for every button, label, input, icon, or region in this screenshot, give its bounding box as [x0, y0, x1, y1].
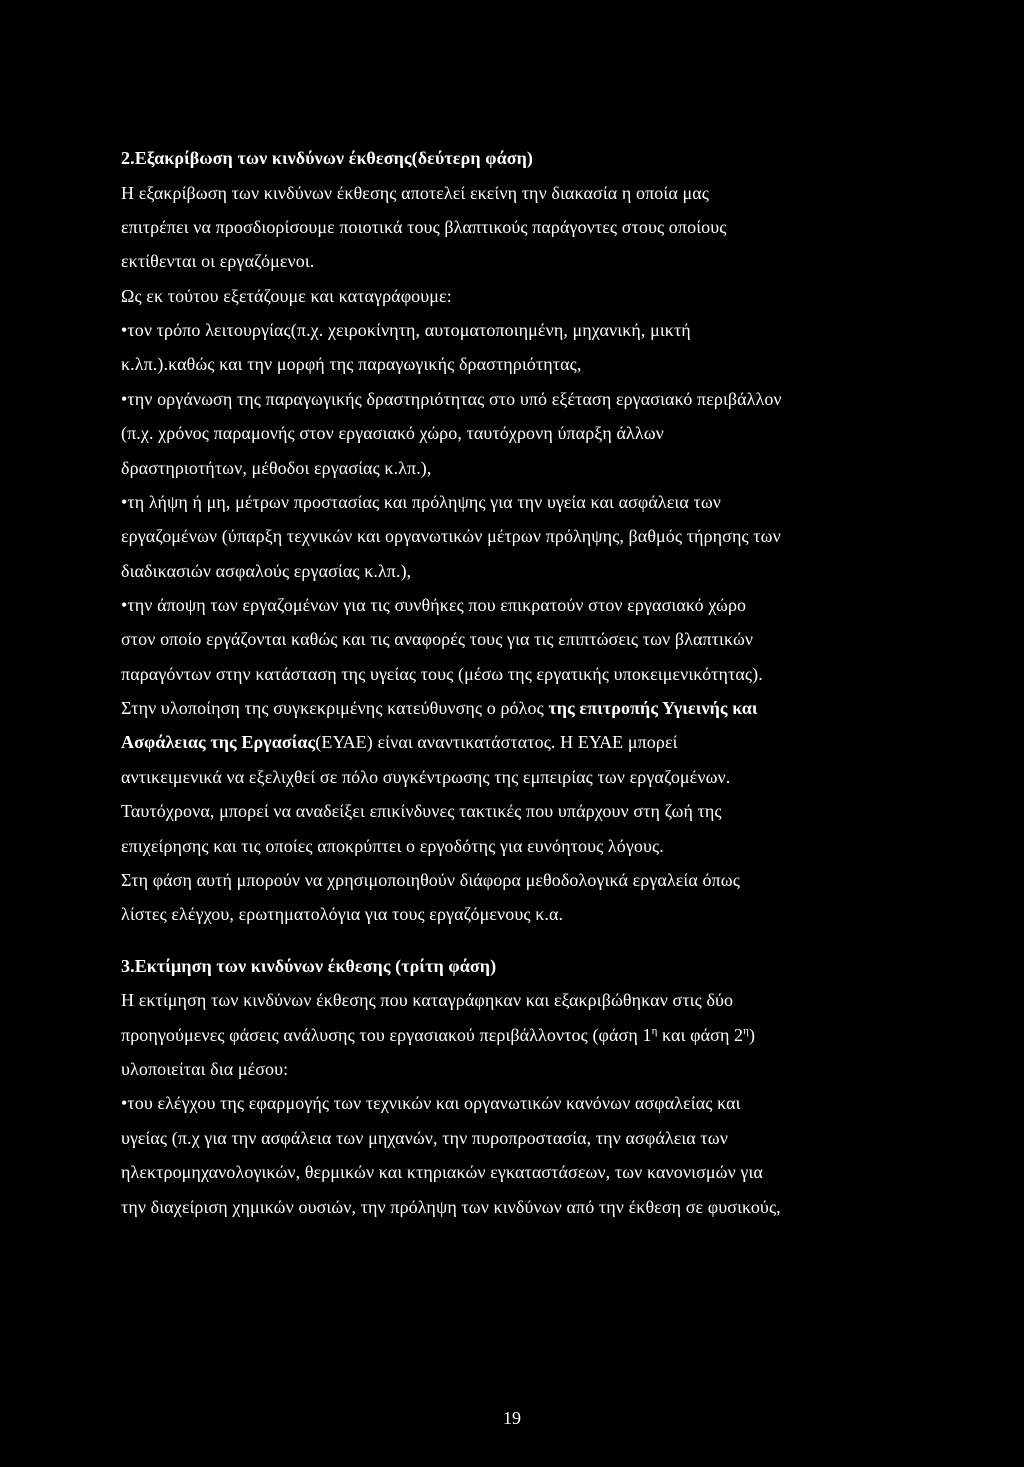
paragraph-line: λίστες ελέγχου, ερωτηματολόγια για τους εργαζόμενους κ.α.: [121, 904, 564, 924]
paragraph-line: [121, 697, 758, 719]
bullet-line: •του ελέγχου της εφαρμογής των τεχνικών και οργανωτικών κανόνων ασφαλείας και: [121, 1093, 741, 1113]
paragraph-line: κ.λπ.).καθώς και την μορφή της παραγωγικής δραστηριότητας,: [121, 354, 582, 374]
paragraph-line: δραστηριοτήτων, μέθοδοι εργασίας κ.λπ.),: [121, 458, 432, 478]
superscript: η: [743, 1025, 750, 1037]
paragraph-line: Ως εκ τούτου εξετάζουμε και καταγράφουμε:: [121, 286, 452, 306]
paragraph-line: παραγόντων στην κατάσταση της υγείας τους (μέσω της εργατικής υποκειμενικότητας).: [121, 664, 763, 684]
paragraph-line: Στη φάση αυτή μπορούν να χρησιμοποιηθούν διάφορα μεθοδολογικά εργαλεία όπως: [121, 870, 740, 890]
bullet-line: •την οργάνωση της παραγωγικής δραστηριότητας στο υπό εξέταση εργασιακό περιβάλλον: [121, 389, 782, 409]
paragraph-line: Ταυτόχρονα, μπορεί να αναδείξει επικίνδυνες τακτικές που υπάρχουν στη ζωή της: [121, 801, 722, 821]
paragraph-line: υλοποιείται δια μέσου:: [121, 1059, 289, 1079]
paragraph-line: επιχείρησης και τις οποίες αποκρύπτει ο εργοδότης για ευνόητους λόγους.: [121, 836, 664, 856]
bullet-line: •τον τρόπο λειτουργίας(π.χ. χειροκίνητη, αυτοματοποιημένη, μηχανική, μικτή: [121, 320, 691, 340]
page-number: 19: [503, 1408, 521, 1428]
paragraph-line: ηλεκτρομηχανολογικών, θερμικών και κτηριακών εγκαταστάσεων, των κανονισμών για: [121, 1162, 763, 1182]
bullet-line: •την άποψη των εργαζομένων για τις συνθήκες που επικρατούν στον εργασιακό χώρο: [121, 595, 747, 615]
paragraph-line: αντικειμενικά να εξελιχθεί σε πόλο συγκέντρωσης της εμπειρίας των εργαζομένων.: [121, 767, 731, 787]
bold-text-run: Ασφάλειας της Εργασίας: [121, 732, 316, 752]
superscript: η: [651, 1025, 658, 1037]
paragraph-line: (π.χ. χρόνος παραμονής στον εργασιακό χώρο, ταυτόχρονη ύπαρξη άλλων: [121, 423, 664, 443]
paragraph-line: εκτίθενται οι εργαζόμενοι.: [121, 251, 315, 271]
paragraph-line: υγείας (π.χ για την ασφάλεια των μηχανών, την πυροπροστασία, την ασφάλεια των: [121, 1128, 728, 1148]
text-run: (ΕΥΑΕ) είναι αναντικατάστατος. Η ΕΥΑΕ μπορεί: [315, 732, 678, 752]
bold-text-run: της επιτροπής Υγιεινής και: [548, 698, 758, 718]
paragraph-line: επιτρέπει να προσδιορίσουμε ποιοτικά τους βλαπτικούς παράγοντες στους οποίους: [121, 217, 727, 237]
paragraph-line: στον οποίο εργάζονται καθώς και τις αναφορές τους για τις επιπτώσεις των βλαπτικών: [121, 629, 754, 649]
text-run: προηγούμενες φάσεις ανάλυσης του εργασιακού περιβάλλοντος (φάση 1: [121, 1025, 652, 1045]
section-3-heading: 3.Εκτίμηση των κινδύνων έκθεσης (τρίτη φάση): [121, 956, 497, 976]
section-2-heading: 2.Εξακρίβωση των κινδύνων έκθεσης(δεύτερη φάση): [121, 148, 534, 168]
text-run: ): [749, 1025, 756, 1045]
paragraph-line: Η εκτίμηση των κινδύνων έκθεσης που καταγράφηκαν και εξακριβώθηκαν στις δύο: [121, 990, 734, 1010]
paragraph-line: [121, 731, 678, 753]
paragraph-line: Η εξακρίβωση των κινδύνων έκθεσης αποτελεί εκείνη την διακασία η οποία μας: [121, 183, 709, 203]
paragraph-line: εργαζομένων (ύπαρξη τεχνικών και οργανωτικών μέτρων πρόληψης, βαθμός τήρησης των: [121, 526, 781, 546]
bullet-line: •τη λήψη ή μη, μέτρων προστασίας και πρόληψης για την υγεία και ασφάλεια των: [121, 492, 722, 512]
paragraph-line: την διαχείριση χημικών ουσιών, την πρόληψη των κινδύνων από την έκθεση σε φυσικούς,: [121, 1197, 781, 1217]
paragraph-line: [121, 1024, 755, 1046]
text-run: Στην υλοποίηση της συγκεκριμένης κατεύθυνσης ο ρόλος: [121, 698, 549, 718]
text-run: και φάση 2: [657, 1025, 744, 1045]
paragraph-line: διαδικασιών ασφαλούς εργασίας κ.λπ.),: [121, 561, 412, 581]
